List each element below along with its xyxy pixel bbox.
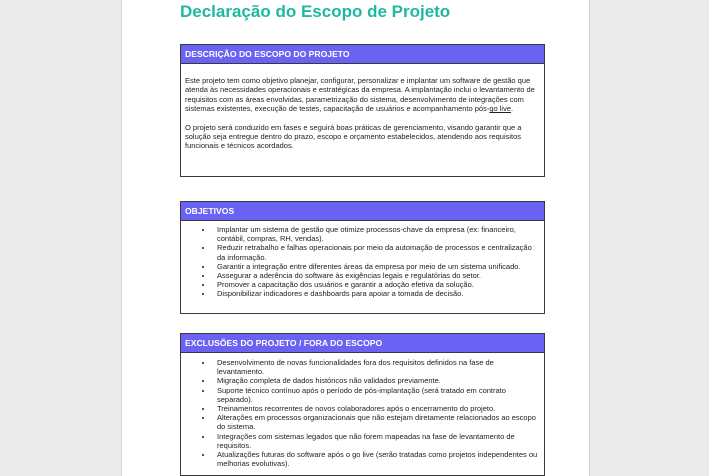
scope-paragraph-2: O projeto será conduzido em fases e seguirá boas práticas de gerenciamento, visando garantir que a solução seja entregue dentro do prazo, escopo e orçamento estabelecidos, atendendo aos requisitos funcionais e técnicos acordados. [185, 122, 522, 151]
section-body-objectives [181, 221, 544, 299]
objective-item: • Reduzir retrabalho e falhas operacionais por meio da automação de processos e centralização da informação. [213, 243, 540, 261]
section-body-scope-description [181, 64, 544, 151]
exclusion-item: • Desenvolvimento de novas funcionalidades fora dos requisitos definidos na fase de levantamento. [213, 358, 540, 376]
section-exclusions [180, 333, 545, 476]
objective-item: • Implantar um sistema de gestão que otimize processos-chave da empresa (ex: financeiro, contábil, compras, RH, vendas). [213, 225, 540, 243]
section-header-scope-description: DESCRIÇÃO DO ESCOPO DO PROJETO [181, 45, 544, 64]
scope-paragraph-1-end: . [511, 104, 514, 114]
objective-item: • Disponibilizar indicadores e dashboards para apoiar a tomada de decisão. [213, 289, 540, 298]
section-header-objectives: OBJETIVOS [181, 202, 544, 221]
objectives-list [185, 225, 540, 299]
exclusion-item: • Atualizações futuras do software após o go live (serão tratadas como projetos independentes ou melhorias evolutivas). [213, 450, 540, 468]
section-scope-description [180, 44, 545, 177]
go-live-link[interactable]: go live [489, 104, 512, 114]
objective-item: • Garantir a integração entre diferentes áreas da empresa por meio de um sistema unificado. [213, 262, 540, 271]
exclusions-list [185, 358, 540, 468]
document-page [121, 0, 590, 476]
objective-item: • Assegurar a aderência do software às exigências legais e regulatórias do setor. [213, 271, 540, 280]
exclusion-item: • Migração completa de dados históricos não validados previamente. [213, 376, 540, 385]
section-header-exclusions: EXCLUSÕES DO PROJETO / FORA DO ESCOPO [181, 334, 544, 353]
exclusion-item: • Integrações com sistemas legados que não forem mapeadas na fase de levantamento de requisitos. [213, 432, 540, 450]
exclusion-item: • Treinamentos recorrentes de novos colaboradores após o encerramento do projeto. [213, 404, 540, 413]
scope-paragraph-1-text: Este projeto tem como objetivo planejar, configurar, personalizar e implantar um software de gestão que atenda às necessidades operacionais e estratégicas da empresa. A implantação inclui o levantamento de requisitos com as áreas envolvidas, parametrização do sistema, desenvolvimento de integrações com sistemas existentes, execução de testes, capacitação de usuários e acompanhamento pós- [185, 76, 535, 114]
section-objectives [180, 201, 545, 314]
exclusion-item: • Suporte técnico contínuo após o período de pós-implantação (será tratado em contrato separado). [213, 386, 540, 404]
section-body-exclusions [181, 353, 544, 468]
exclusion-item: • Alterações em processos organizacionais que não estejam diretamente relacionados ao escopo do sistema. [213, 413, 540, 431]
objective-item: • Promover a capacitação dos usuários e garantir a adoção efetiva da solução. [213, 280, 540, 289]
scope-paragraph-1 [185, 76, 540, 114]
document-title: Declaração do Escopo de Projeto [180, 2, 451, 21]
